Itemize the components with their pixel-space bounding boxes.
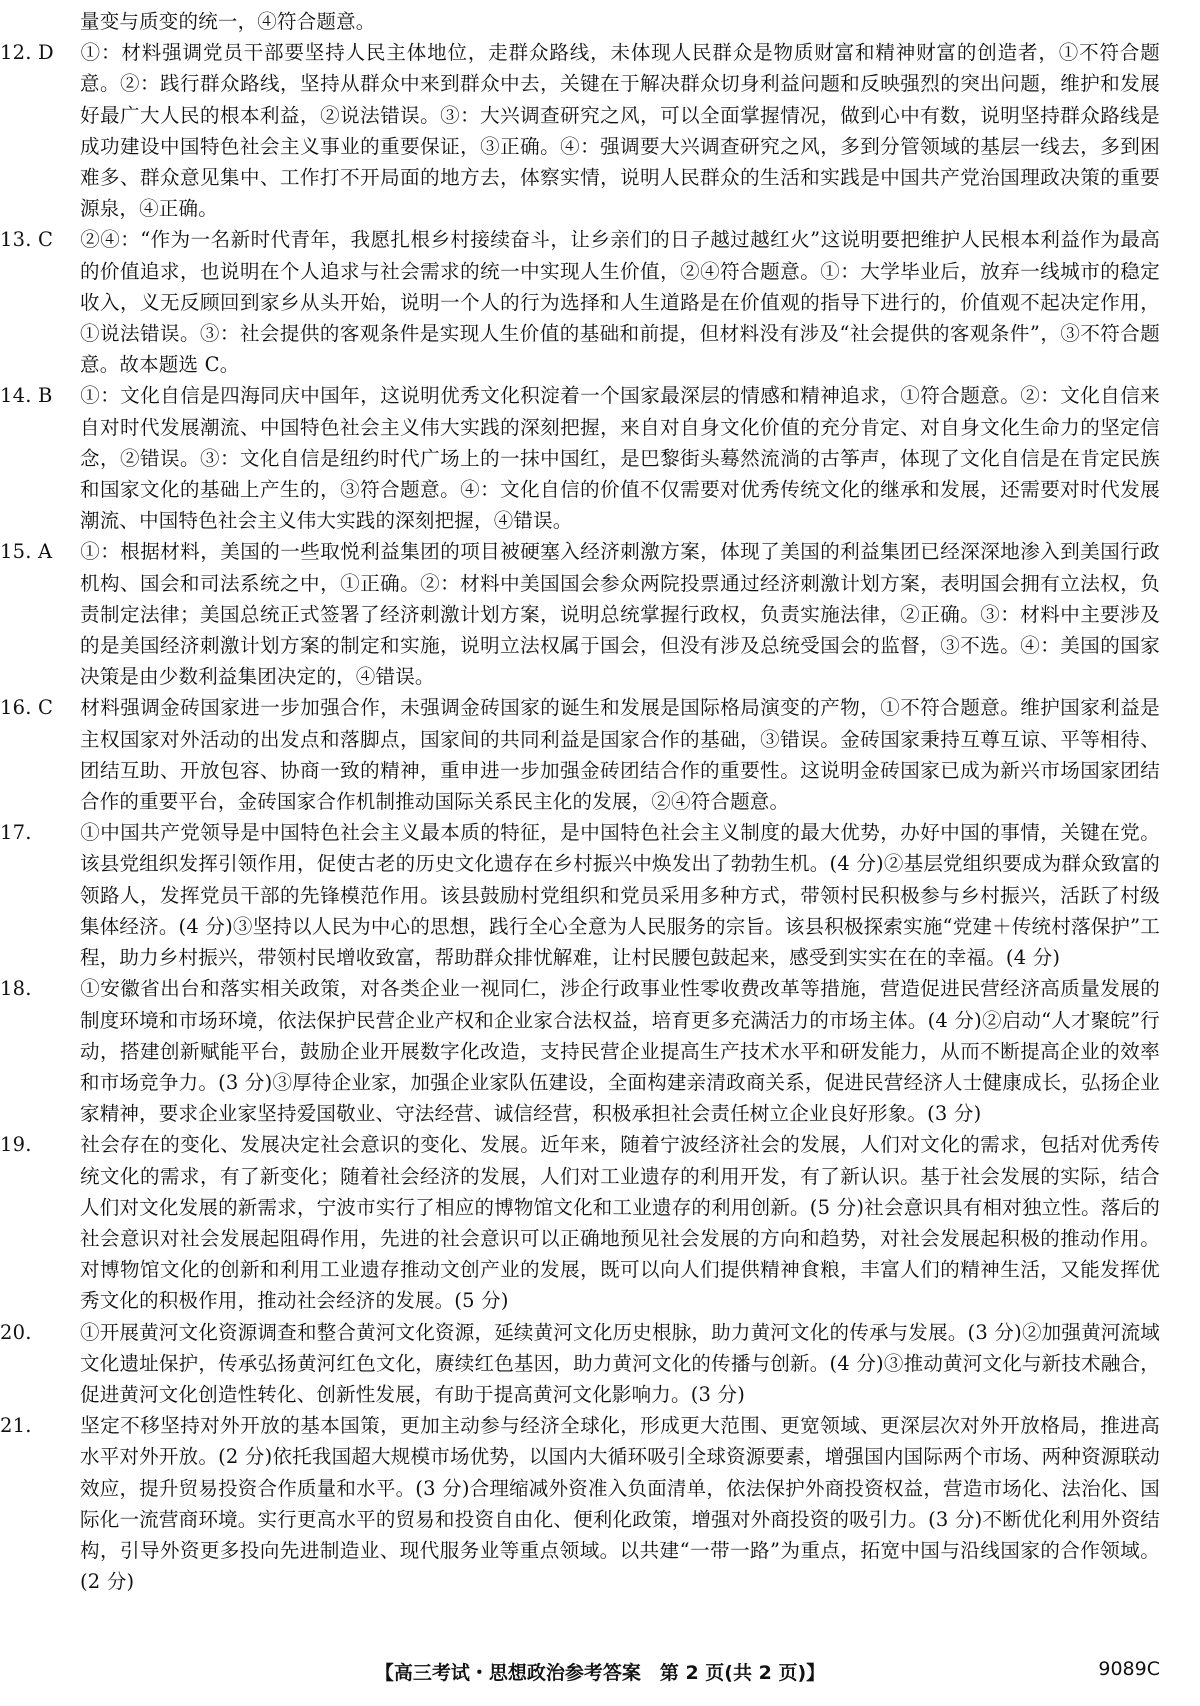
answer-content [0, 6, 1160, 1597]
answer-item-12 [0, 37, 1160, 224]
question-number: 20. [0, 1320, 32, 1344]
answer-item-13 [0, 224, 1160, 380]
answer-item-19 [0, 1129, 1160, 1316]
page-footer [0, 1658, 1200, 1698]
answer-item-continuation [80, 6, 1160, 37]
answer-text: 材料强调金砖国家进一步加强合作，未强调金砖国家的诞生和发展是国际格局演变的产物，①不符合题意。维护国家利益是主权国家对外活动的出发点和落脚点，国家间的共同利益是国家合作的基础，③错误。金砖国家秉持互尊互谅、平等相待、团结互助、开放包容、协商一致的精神，重申进一步加强金砖团结合作的重要性。这说明金砖国家已成为新兴市场国家团结合作的重要平台，金砖国家合作机制推动国际关系民主化的发展，②④符合题意。 [80, 696, 1160, 814]
answer-text: 坚定不移坚持对外开放的基本国策，更加主动参与经济全球化，形成更大范围、更宽领域、更深层次对外开放格局，推进高水平对外开放。(2 分)依托我国超大规模市场优势，以国内大循环吸引全球资源要素，增强国内国际两个市场、两种资源联动效应，提升贸易投资合作质量和水平。(3 分)合理缩减外资准入负面清单，依法保护外商投资权益，营造市场化、法治化、国际化一流营商环境。实行更高水平的贸易和投资自由化、便利化政策，增强对外商投资的吸引力。(3 分)不断优化利用外资结构，引导外资更多投向先进制造业、现代服务业等重点领域。以共建“一带一路”为重点，拓宽中国与沿线国家的合作领域。(2 分) [80, 1414, 1160, 1594]
answer-text: ①：材料强调党员干部要坚持人民主体地位，走群众路线，未体现人民群众是物质财富和精神财富的创造者，①不符合题意。②：践行群众路线，坚持从群众中来到群众中去，关键在于解决群众切身利益问题和反映强烈的突出问题，维护和发展好最广大人民的根本利益，②说法错误。③：大兴调查研究之风，可以全面掌握情况，做到心中有数，说明坚持群众路线是成功建设中国特色社会主义事业的重要保证，③正确。④：强调要大兴调查研究之风，多到分管领域的基层一线去，多到困难多、群众意见集中、工作打不开局面的地方去，体察实情，说明人民群众的生活和实践是中国共产党治国理政决策的重要源泉，④正确。 [80, 41, 1160, 221]
answer-text: ①开展黄河文化资源调查和整合黄河文化资源，延续黄河文化历史根脉，助力黄河文化的传承与发展。(3 分)②加强黄河流域文化遗址保护，传承弘扬黄河红色文化，赓续红色基因，助力黄河文化的传播与创新。(4 分)③推动黄河文化与新技术融合，促进黄河文化创造性转化、创新性发展，有助于提高黄河文化影响力。(3 分) [80, 1320, 1160, 1406]
question-number: 14. B [0, 384, 53, 408]
question-number: 18. [0, 977, 32, 1001]
question-number: 13. C [0, 228, 54, 252]
answer-item-18 [0, 973, 1160, 1129]
question-number: 12. D [0, 41, 54, 65]
question-number: 19. [0, 1133, 32, 1157]
answer-text: ①安徽省出台和落实相关政策，对各类企业一视同仁，涉企行政事业性零收费改革等措施，营造促进民营经济高质量发展的制度环境和市场环境，依法保护民营企业产权和企业家合法权益，培育更多充满活力的市场主体。(4 分)②启动“人才聚皖”行动，搭建创新赋能平台，鼓励企业开展数字化改造，支持民营企业提高生产技术水平和研发能力，从而不断提高企业的效率和市场竞争力。(3 分)③厚待企业家，加强企业家队伍建设，全面构建亲清政商关系，促进民营经济人士健康成长，弘扬企业家精神，要求企业家坚持爱国敬业、守法经营、诚信经营，积极承担社会责任树立企业良好形象。(3 分) [80, 977, 1160, 1126]
answer-text: ②④：“作为一名新时代青年，我愿扎根乡村接续奋斗，让乡亲们的日子越过越红火”这说明要把维护人民根本利益作为最高的价值追求，也说明在个人追求与社会需求的统一中实现人生价值，②④符合题意。①：大学毕业后，放弃一线城市的稳定收入，义无反顾回到家乡从头开始，说明一个人的行为选择和人生道路是在价值观的指导下进行的，价值观不起决定作用，①说法错误。③：社会提供的客观条件是实现人生价值的基础和前提，但材料没有涉及“社会提供的客观条件”，③不符合题意。故本题选 C。 [80, 228, 1160, 377]
question-number: 17. [0, 821, 32, 845]
footer-title: 【高三考试・思想政治参考答案 第 2 页(共 2 页)】 [374, 1662, 826, 1684]
answer-text: ①：文化自信是四海同庆中国年，这说明优秀文化积淀着一个国家最深层的情感和精神追求，①符合题意。②：文化自信来自对时代发展潮流、中国特色社会主义伟大实践的深刻把握，来自对自身文化价值的充分肯定、对自身文化生命力的坚定信念，②错误。③：文化自信是纽约时代广场上的一抹中国红，是巴黎街头蓦然流淌的古筝声，体现了文化自信是在肯定民族和国家文化的基础上产生的，③符合题意。④：文化自信的价值不仅需要对优秀传统文化的继承和发展，还需要对时代发展潮流、中国特色社会主义伟大实践的深刻把握，④错误。 [80, 384, 1160, 533]
answer-item-15 [0, 536, 1160, 692]
question-number: 16. C [0, 696, 54, 720]
answer-item-16 [0, 692, 1160, 817]
answer-item-14 [0, 380, 1160, 536]
answer-text: ①中国共产党领导是中国特色社会主义最本质的特征，是中国特色社会主义制度的最大优势，办好中国的事情，关键在党。该县党组织发挥引领作用，促使古老的历史文化遗存在乡村振兴中焕发出了勃勃生机。(4 分)②基层党组织要成为群众致富的领路人，发挥党员干部的先锋模范作用。该县鼓励村党组织和党员采用多种方式，带领村民积极参与乡村振兴，活跃了村级集体经济。(4 分)③坚持以人民为中心的思想，践行全心全意为人民服务的宗旨。该县积极探索实施“党建＋传统村落保护”工程，助力乡村振兴，带领村民增收致富，帮助群众排忧解难，让村民腰包鼓起来，感受到实实在在的幸福。(4 分) [80, 821, 1160, 970]
answer-item-17 [0, 817, 1160, 973]
answer-item-21 [0, 1410, 1160, 1597]
answer-text: 量变与质变的统一，④符合题意。 [80, 10, 376, 33]
answer-text: 社会存在的变化、发展决定社会意识的变化、发展。近年来，随着宁波经济社会的发展，人们对文化的需求，包括对优秀传统文化的需求，有了新变化；随着社会经济的发展，人们对工业遗存的利用开发，有了新认识。基于社会发展的实际，结合人们对文化发展的新需求，宁波市实行了相应的博物馆文化和工业遗存的利用创新。(5 分)社会意识具有相对独立性。落后的社会意识对社会发展起阻碍作用，先进的社会意识可以正确地预见社会发展的方向和趋势，对社会发展起积极的推动作用。对博物馆文化的创新和利用工业遗存推动文创产业的发展，既可以向人们提供精神食粮，丰富人们的精神生活，又能发挥优秀文化的积极作用，推动社会经济的发展。(5 分) [80, 1133, 1160, 1313]
footer-code: 9089C [1098, 1658, 1160, 1680]
question-number: 15. A [0, 540, 53, 564]
answer-item-20 [0, 1317, 1160, 1411]
question-number: 21. [0, 1414, 32, 1438]
answer-text: ①：根据材料，美国的一些取悦利益集团的项目被硬塞入经济刺激方案，体现了美国的利益集团已经深深地渗入到美国行政机构、国会和司法系统之中，①正确。②：材料中美国国会参众两院投票通过经济刺激计划方案，表明国会拥有立法权，负责制定法律；美国总统正式签署了经济刺激计划方案，说明总统掌握行政权，负责实施法律，②正确。③：材料中主要涉及的是美国经济刺激计划方案的制定和实施，说明立法权属于国会，但没有涉及总统受国会的监督，③不选。④：美国的国家决策是由少数利益集团决定的，④错误。 [80, 540, 1160, 689]
